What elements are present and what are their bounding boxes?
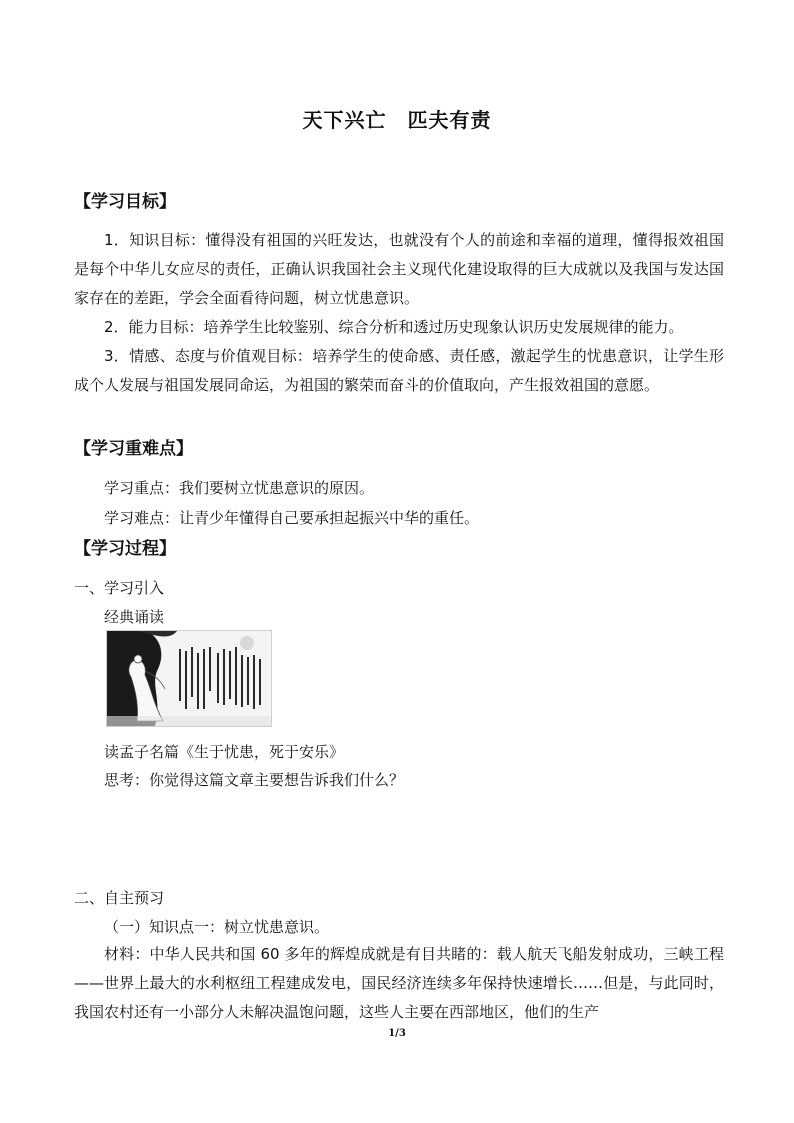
objective-emotion: 3．情感、态度与价值观目标：培养学生的使命感、责任感，激起学生的忧患意识，让学生形成个人发展与祖国发展同命运，为祖国的繁荣而奋斗的价值取向，产生报效祖国的意愿。 [74, 347, 724, 394]
part1-label: 一、学习引入 [74, 579, 165, 597]
key-difficulty: 学习难点：让青少年懂得自己要承担起振兴中华的重任。 [104, 509, 480, 527]
part2-point: （一）知识点一：树立忧患意识。 [104, 918, 330, 936]
objective-knowledge: 1．知识目标：懂得没有祖国的兴旺发达，也就没有个人的前途和幸福的道理，懂得报效祖国是每个中华儿女应尽的责任，正确认识我国社会主义现代化建设取得的巨大成就以及我国与发达国家存在的差距，学会全面看待问题，树立忧患意识。 [74, 231, 724, 307]
part1-question: 思考：你觉得这篇文章主要想告诉我们什么？ [104, 771, 405, 789]
key-focus: 学习重点：我们要树立忧患意识的原因。 [104, 479, 375, 497]
key-points-heading: 【学习重难点】 [74, 439, 193, 459]
objective-ability: 2．能力目标：培养学生比较鉴别、综合分析和透过历史现象认识历史发展规律的能力。 [104, 318, 684, 336]
part2-label: 二、自主预习 [74, 889, 165, 907]
illustration-drawing [107, 631, 271, 726]
page-title: 天下兴亡 匹夫有责 [302, 108, 492, 132]
process-heading: 【学习过程】 [74, 539, 176, 559]
part1-read-text: 读孟子名篇《生于忧患，死于安乐》 [104, 743, 345, 761]
mencius-illustration [106, 630, 272, 727]
part1-subtitle: 经典诵读 [104, 608, 165, 626]
part2-material: 材料：中华人民共和国 60 多年的辉煌成就是有目共睹的：载人航天飞船发射成功，三峡工程——世界上最大的水利枢纽工程建成发电，国民经济连续多年保持快速增长……但是，与此同时，我国农村还有一小部分人未解决温饱问题，这些人主要在西部地区，他们的生产 [74, 945, 724, 1021]
objectives-heading: 【学习目标】 [74, 192, 176, 212]
page-number: 1/3 [388, 1028, 406, 1039]
